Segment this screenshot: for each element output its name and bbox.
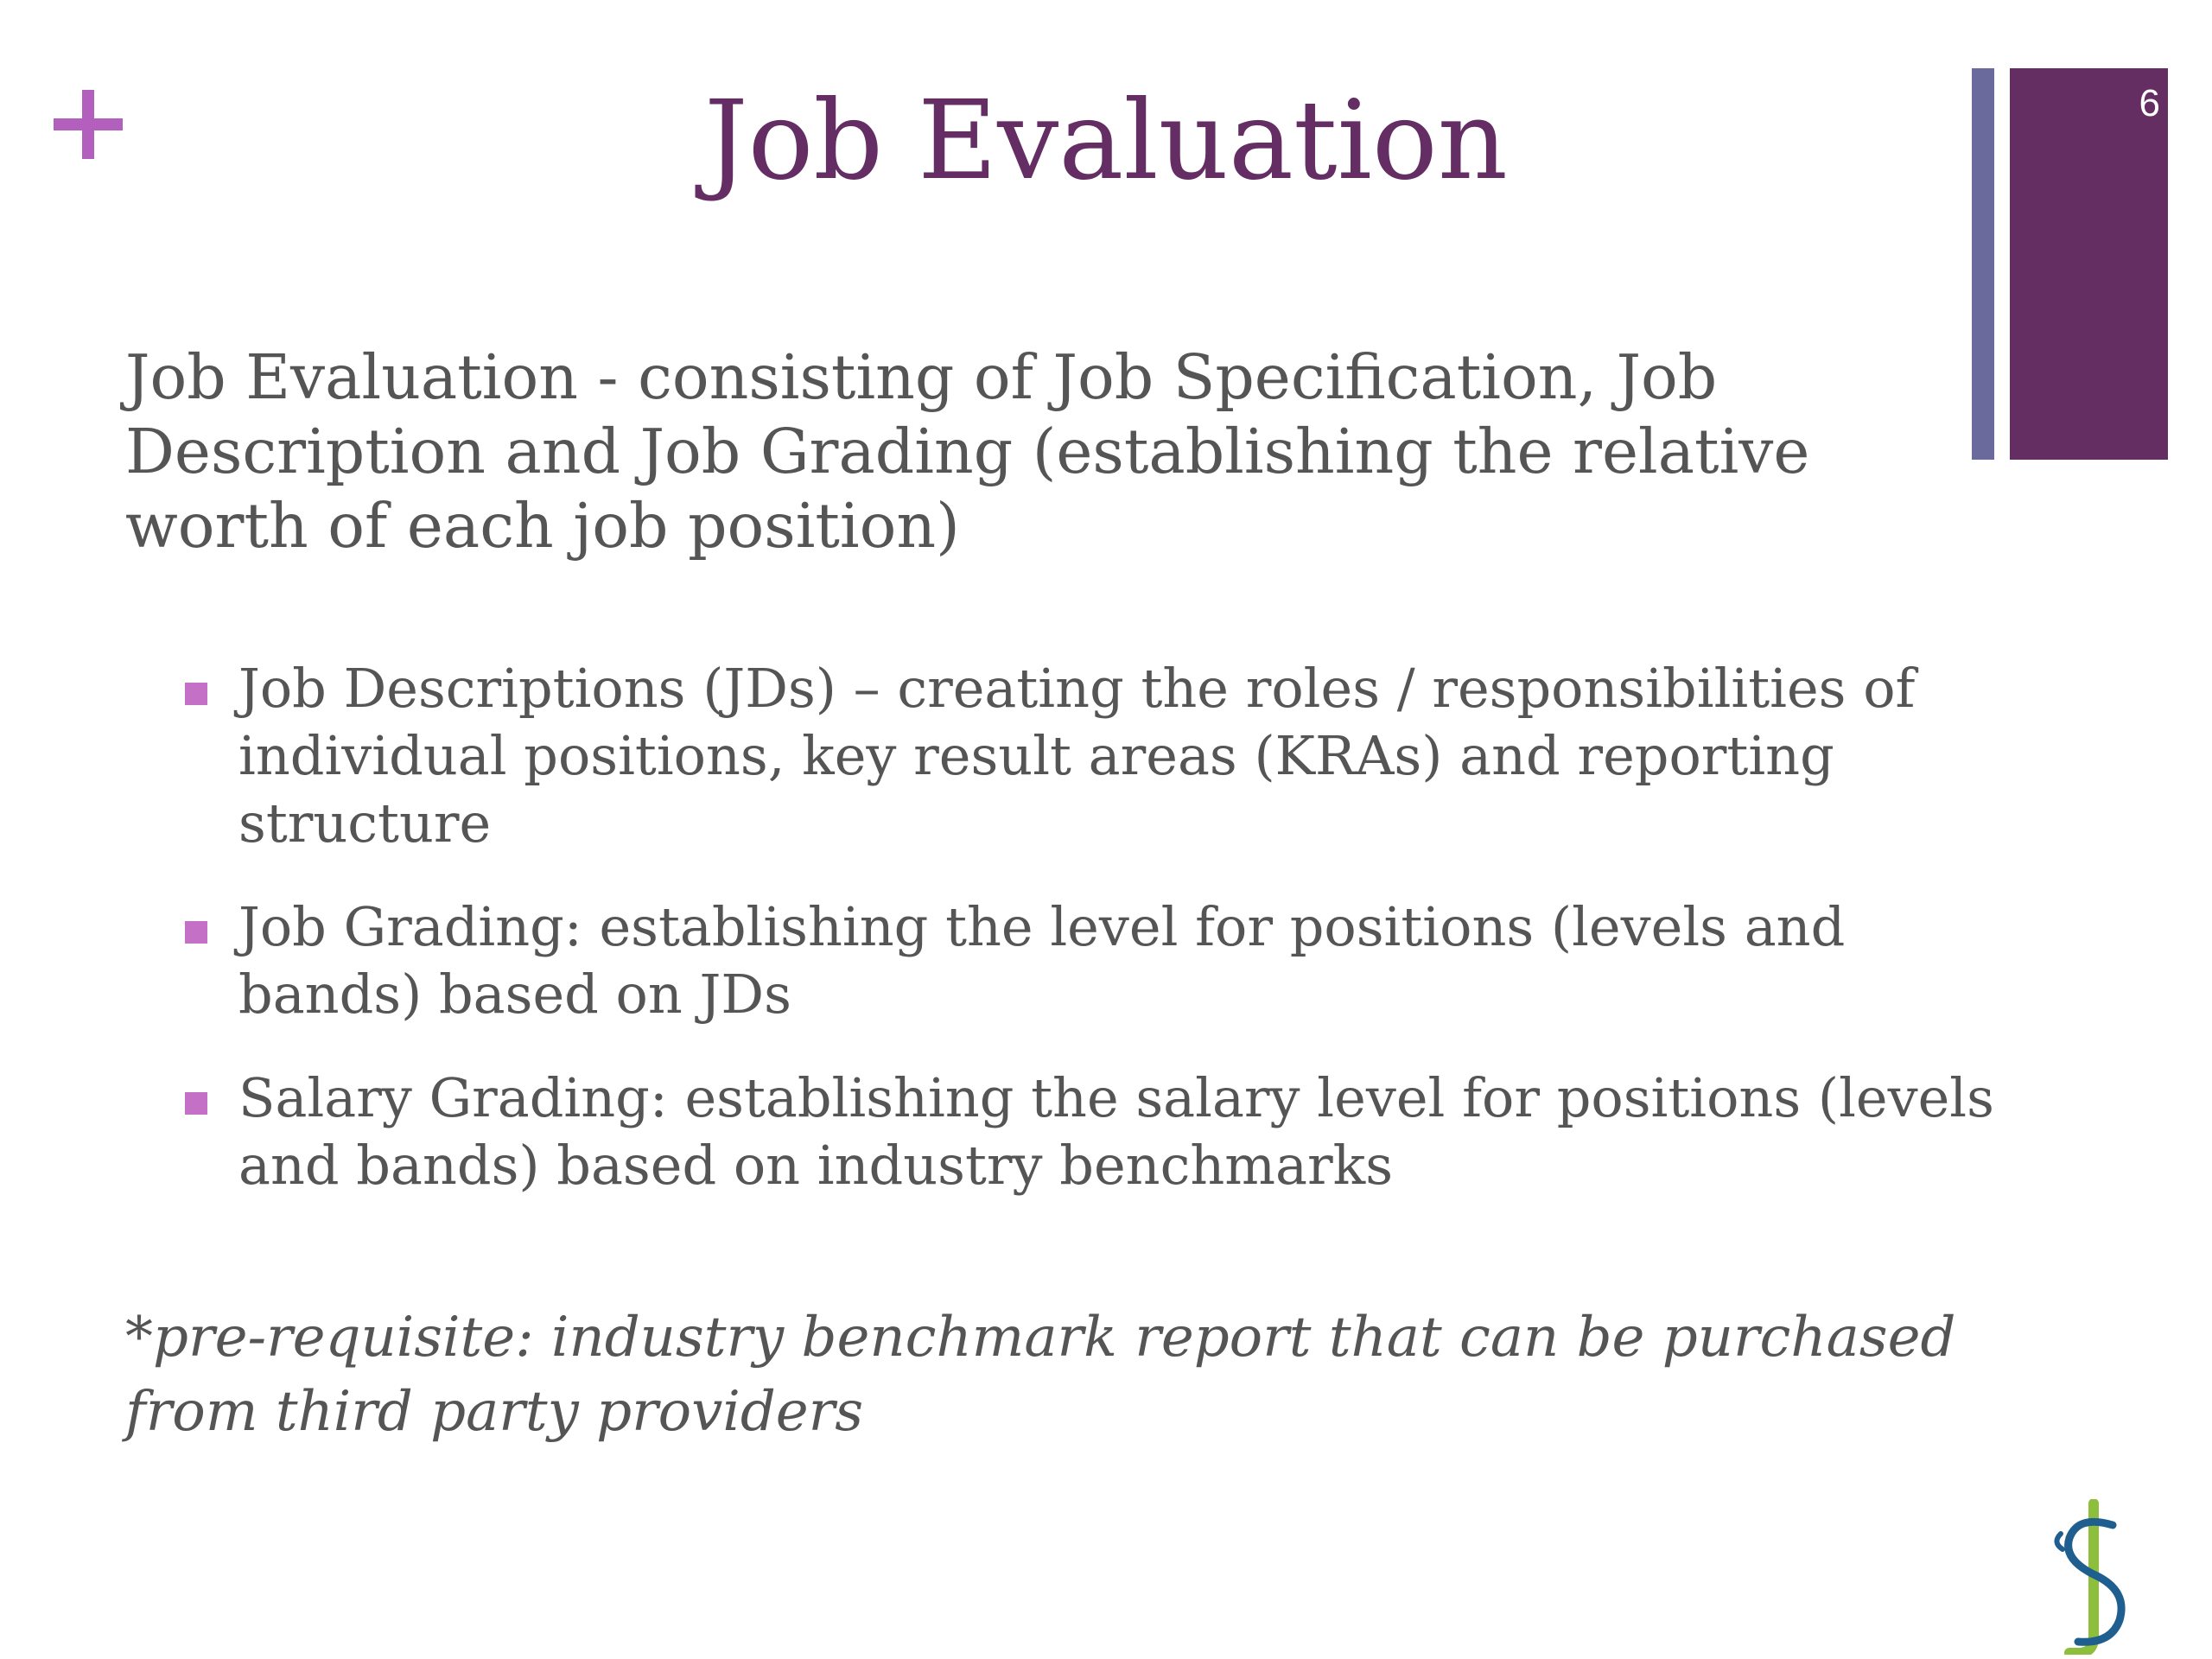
bullet-item-salary-grading bbox=[185, 1065, 2025, 1199]
square-bullet-icon bbox=[185, 1092, 207, 1115]
square-bullet-icon bbox=[185, 683, 207, 705]
bullet-text: Job Descriptions (JDs) – creating the roles / responsibilities of individual positions, key result areas (KRAs) and reporting structure bbox=[238, 657, 1916, 855]
bullet-item-job-grading bbox=[185, 893, 2025, 1028]
bullet-list bbox=[185, 655, 2025, 1236]
bullet-text: Job Grading: establishing the level for positions (levels and bands) based on JDs bbox=[238, 895, 1846, 1026]
slide-title: Job Evaluation bbox=[704, 77, 1508, 204]
js-logo-icon bbox=[2044, 1499, 2139, 1655]
footnote: *pre-requisite: industry benchmark report that can be purchased from third party providers bbox=[125, 1306, 1956, 1444]
accent-bar-thin bbox=[1972, 68, 1994, 460]
accent-bar-thick bbox=[2010, 68, 2168, 460]
square-bullet-icon bbox=[185, 921, 207, 944]
bullet-text: Salary Grading: establishing the salary level for positions (levels and bands) based on industry benchmarks bbox=[238, 1066, 1994, 1197]
intro-paragraph: Job Evaluation - consisting of Job Specification, Job Description and Job Grading (establishing the relative worth of each job position) bbox=[125, 341, 1810, 562]
bullet-item-job-descriptions bbox=[185, 655, 2025, 857]
slide-number: 6 bbox=[2139, 82, 2160, 124]
